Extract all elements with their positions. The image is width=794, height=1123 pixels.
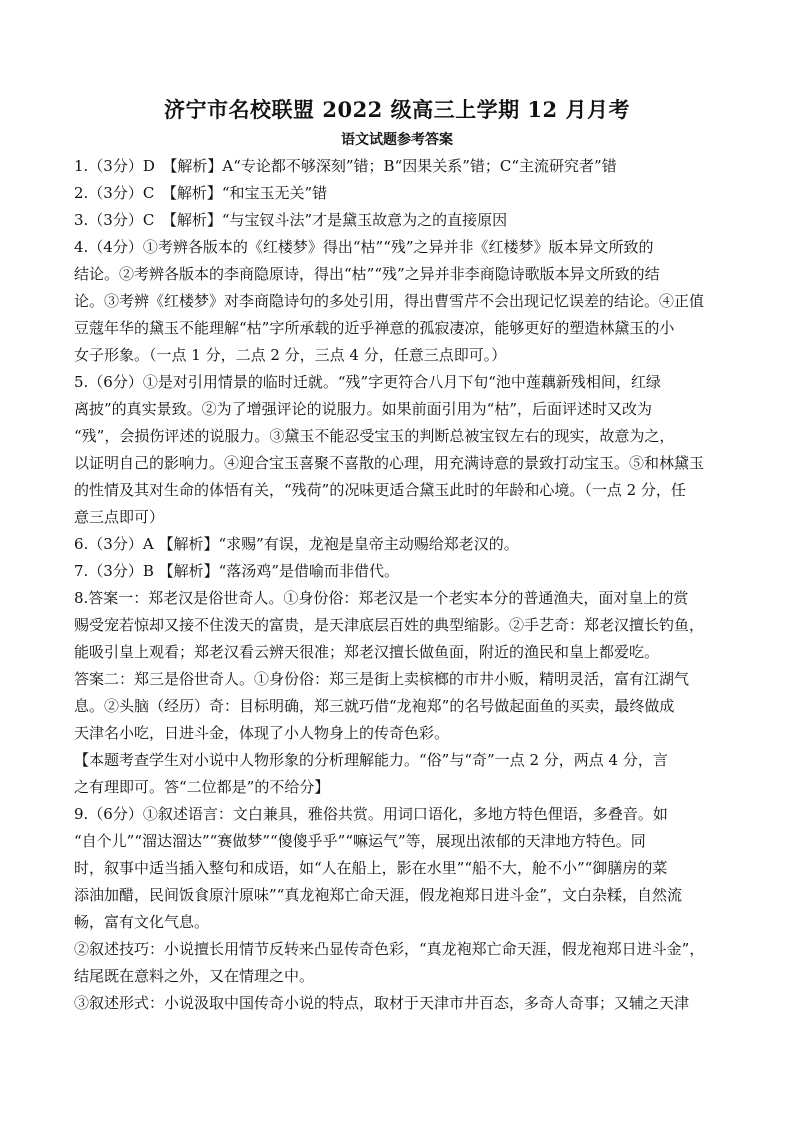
- text-line: 2.（3分）C 【解析】“和宝玉无关”错: [74, 184, 328, 202]
- text-line: 结尾既在意料之外，又在情理之中。: [74, 967, 315, 985]
- text-line: 之有理即可。答“二位都是”的不给分】: [74, 778, 330, 796]
- text-line: 6.（3分）A 【解析】“求赐”有误，龙袍是皇帝主动赐给郑老汉的。: [74, 535, 519, 553]
- text-line: 天津名小吃，日进斗金，体现了小人物身上的传奇色彩。: [74, 724, 450, 742]
- text-line: 的性情及其对生命的体悟有关，“残荷”的况味更适合黛玉此时的年龄和心境。（一点 2 分，任: [74, 481, 686, 499]
- text-line: 离披”的真实景致。②为了增强评论的说服力。如果前面引用为“枯”，后面评述时又改为: [74, 400, 653, 418]
- text-line: 女子形象。（一点 1 分，二点 2 分，三点 4 分，任意三点即可。）: [74, 346, 507, 364]
- text-line: ③叙述形式：小说汲取中国传奇小说的特点，取材于天津市井百态，多奇人奇事；又辅之天津: [74, 994, 690, 1012]
- text-line: 【本题考查学生对小说中人物形象的分析理解能力。“俗”与“奇”一点 2 分，两点 4 分，言: [74, 751, 668, 769]
- text-line: 9.（6分）①叙述语言：文白兼具，雅俗共赏。用词口语化，多地方特色俚语，多叠音。如: [74, 805, 668, 823]
- text-line: 豆蔻年华的黛玉不能理解“枯”字所承载的近乎禅意的孤寂凄凉，能够更好的塑造林黛玉的小: [74, 319, 675, 337]
- page-subtitle: 语文试题参考答案: [341, 132, 453, 148]
- text-line: 时，叙事中适当插入整句和成语，如“人在船上，影在水里”“船不大，舱不小”“御膳房的菜: [74, 859, 668, 877]
- text-line: 7.（3分）B 【解析】“落汤鸡”是借喻而非借代。: [74, 562, 399, 580]
- answer-body: [74, 153, 724, 1017]
- text-line: 赐受宠若惊却又接不住泼天的富贵，是天津底层百姓的典型缩影。②手艺奇：郑老汉擅长钓鱼，: [74, 616, 705, 634]
- text-line: 4.（4分）①考辨各版本的《红楼梦》得出“枯”“残”之异并非《红楼梦》版本异文所致的: [74, 238, 654, 256]
- text-line: 1.（3分）D 【解析】A“专论都不够深刻”错；B“因果关系”错；C“主流研究者”错: [74, 157, 617, 175]
- page-title: 济宁市名校联盟 2022 级高三上学期 12 月月考: [164, 97, 630, 122]
- text-line: 8.答案一：郑老汉是俗世奇人。①身份俗：郑老汉是一个老实本分的普通渔夫，面对皇上的赏: [74, 589, 689, 607]
- text-line: 添油加醋，民间饭食原汁原味”“真龙袍郑亡命天涯，假龙袍郑日进斗金”，文白杂糅，自然流: [74, 886, 683, 904]
- text-line: 论。③考辨《红楼梦》对李商隐诗句的多处引用，得出曹雪芹不会出现记忆误差的结论。④正值: [74, 292, 705, 310]
- text-line: 能吸引皇上观看；郑老汉看云辨天很准；郑老汉擅长做鱼面，附近的渔民和皇上都爱吃。: [74, 643, 660, 661]
- text-line: 5.（6分）①是对引用情景的临时迁就。“残”字更符合八月下旬“池中莲藕新残相间，红绿: [74, 373, 661, 391]
- text-line: ②叙述技巧：小说擅长用情节反转来凸显传奇色彩，“真龙袍郑亡命天涯，假龙袍郑日进斗金”，: [74, 940, 705, 958]
- text-line: “自个儿”“溜达溜达”“赛做梦”“傻傻乎乎”“嘛运气”等，展现出浓郁的天津地方特色。同: [74, 832, 646, 850]
- text-line: 3.（3分）C 【解析】“与宝钗斗法”才是黛玉故意为之的直接原因: [74, 211, 508, 229]
- text-line: 意三点即可）: [74, 508, 165, 526]
- text-line: 畅，富有文化气息。: [74, 913, 210, 931]
- text-line: 息。②头脑（经历）奇：目标明确，郑三就巧借“龙袍郑”的名号做起面鱼的买卖，最终做成: [74, 697, 675, 715]
- text-line: “残”，会损伤评述的说服力。③黛玉不能忍受宝玉的判断总被宝钗左右的现实，故意为之，: [74, 427, 675, 445]
- text-line: 以证明自己的影响力。④迎合宝玉喜聚不喜散的心理，用充满诗意的景致打动宝玉。⑤和林黛玉: [74, 454, 705, 472]
- text-line: 答案二：郑三是俗世奇人。①身份俗：郑三是街上卖槟榔的市井小贩，精明灵活，富有江湖气: [74, 670, 690, 688]
- text-line: 结论。②考辨各版本的李商隐原诗，得出“枯”“残”之异并非李商隐诗歌版本异文所致的结: [74, 265, 660, 283]
